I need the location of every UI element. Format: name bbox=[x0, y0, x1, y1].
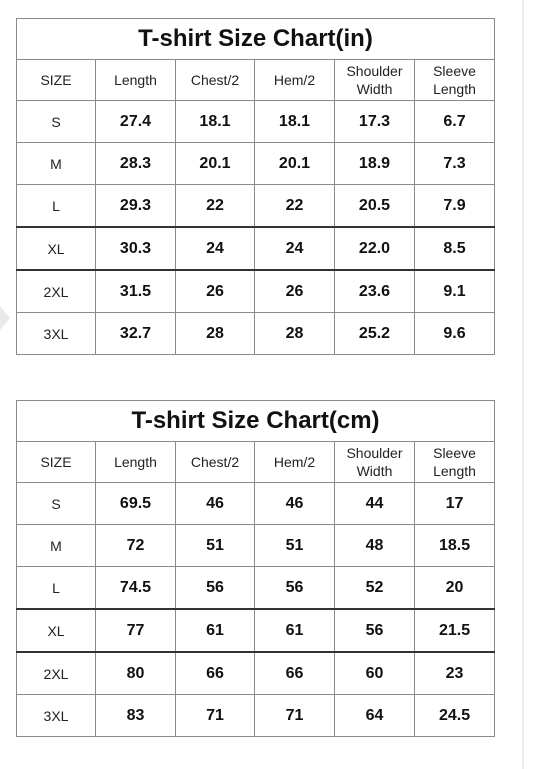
measurement-cell: 21.5 bbox=[415, 609, 495, 652]
measurement-cell: 23 bbox=[415, 652, 495, 695]
table-row bbox=[17, 270, 495, 313]
chart-title: T-shirt Size Chart(in) bbox=[17, 19, 495, 60]
table-row bbox=[17, 227, 495, 270]
measurement-cell: 18.1 bbox=[176, 101, 255, 143]
measurement-cell: 7.3 bbox=[415, 143, 495, 185]
carousel-edge-arrow bbox=[0, 306, 10, 330]
column-header: Sleeve Length bbox=[415, 60, 495, 101]
table-row bbox=[17, 101, 495, 143]
measurement-cell: 24.5 bbox=[415, 695, 495, 737]
size-chart-inches bbox=[16, 18, 495, 355]
measurement-cell: 52 bbox=[335, 567, 415, 610]
table-row bbox=[17, 525, 495, 567]
measurement-cell: 61 bbox=[255, 609, 335, 652]
size-label: XL bbox=[17, 609, 96, 652]
column-header: SIZE bbox=[17, 442, 96, 483]
measurement-cell: 61 bbox=[176, 609, 255, 652]
column-header: Hem/2 bbox=[255, 442, 335, 483]
measurement-cell: 64 bbox=[335, 695, 415, 737]
table-row bbox=[17, 695, 495, 737]
size-label: 3XL bbox=[17, 695, 96, 737]
table-row bbox=[17, 609, 495, 652]
measurement-cell: 28.3 bbox=[96, 143, 176, 185]
measurement-cell: 56 bbox=[255, 567, 335, 610]
table-row bbox=[17, 483, 495, 525]
column-header-row bbox=[17, 442, 495, 483]
measurement-cell: 26 bbox=[176, 270, 255, 313]
measurement-cell: 80 bbox=[96, 652, 176, 695]
measurement-cell: 22 bbox=[176, 185, 255, 228]
column-header: Shoulder Width bbox=[335, 442, 415, 483]
table-row bbox=[17, 313, 495, 355]
measurement-cell: 44 bbox=[335, 483, 415, 525]
measurement-cell: 51 bbox=[176, 525, 255, 567]
size-label: 2XL bbox=[17, 270, 96, 313]
measurement-cell: 23.6 bbox=[335, 270, 415, 313]
column-header: Chest/2 bbox=[176, 60, 255, 101]
measurement-cell: 27.4 bbox=[96, 101, 176, 143]
measurement-cell: 46 bbox=[255, 483, 335, 525]
measurement-cell: 18.5 bbox=[415, 525, 495, 567]
measurement-cell: 18.1 bbox=[255, 101, 335, 143]
chart-title: T-shirt Size Chart(cm) bbox=[17, 401, 495, 442]
measurement-cell: 24 bbox=[255, 227, 335, 270]
measurement-cell: 28 bbox=[176, 313, 255, 355]
measurement-cell: 56 bbox=[176, 567, 255, 610]
measurement-cell: 28 bbox=[255, 313, 335, 355]
measurement-cell: 66 bbox=[255, 652, 335, 695]
measurement-cell: 48 bbox=[335, 525, 415, 567]
measurement-cell: 17 bbox=[415, 483, 495, 525]
table-row bbox=[17, 652, 495, 695]
measurement-cell: 20.1 bbox=[176, 143, 255, 185]
measurement-cell: 9.1 bbox=[415, 270, 495, 313]
column-header-row bbox=[17, 60, 495, 101]
measurement-cell: 46 bbox=[176, 483, 255, 525]
measurement-cell: 69.5 bbox=[96, 483, 176, 525]
column-header: Chest/2 bbox=[176, 442, 255, 483]
size-label: XL bbox=[17, 227, 96, 270]
measurement-cell: 18.9 bbox=[335, 143, 415, 185]
measurement-cell: 22.0 bbox=[335, 227, 415, 270]
measurement-cell: 71 bbox=[176, 695, 255, 737]
size-label: 2XL bbox=[17, 652, 96, 695]
measurement-cell: 31.5 bbox=[96, 270, 176, 313]
measurement-cell: 77 bbox=[96, 609, 176, 652]
size-label: S bbox=[17, 483, 96, 525]
measurement-cell: 8.5 bbox=[415, 227, 495, 270]
measurement-cell: 20.5 bbox=[335, 185, 415, 228]
column-header: Sleeve Length bbox=[415, 442, 495, 483]
measurement-cell: 20.1 bbox=[255, 143, 335, 185]
size-label: S bbox=[17, 101, 96, 143]
measurement-cell: 25.2 bbox=[335, 313, 415, 355]
size-label: 3XL bbox=[17, 313, 96, 355]
column-header: Hem/2 bbox=[255, 60, 335, 101]
size-label: L bbox=[17, 567, 96, 610]
measurement-cell: 17.3 bbox=[335, 101, 415, 143]
page-edge-divider bbox=[522, 0, 524, 769]
column-header: Length bbox=[96, 60, 176, 101]
measurement-cell: 60 bbox=[335, 652, 415, 695]
table-row bbox=[17, 143, 495, 185]
measurement-cell: 30.3 bbox=[96, 227, 176, 270]
column-header: SIZE bbox=[17, 60, 96, 101]
measurement-cell: 6.7 bbox=[415, 101, 495, 143]
table-row bbox=[17, 185, 495, 228]
measurement-cell: 51 bbox=[255, 525, 335, 567]
size-chart-centimeters bbox=[16, 400, 495, 737]
size-label: M bbox=[17, 143, 96, 185]
column-header: Shoulder Width bbox=[335, 60, 415, 101]
measurement-cell: 71 bbox=[255, 695, 335, 737]
size-label: M bbox=[17, 525, 96, 567]
measurement-cell: 72 bbox=[96, 525, 176, 567]
measurement-cell: 24 bbox=[176, 227, 255, 270]
measurement-cell: 29.3 bbox=[96, 185, 176, 228]
measurement-cell: 32.7 bbox=[96, 313, 176, 355]
size-label: L bbox=[17, 185, 96, 228]
table-row bbox=[17, 567, 495, 610]
measurement-cell: 7.9 bbox=[415, 185, 495, 228]
measurement-cell: 22 bbox=[255, 185, 335, 228]
measurement-cell: 9.6 bbox=[415, 313, 495, 355]
column-header: Length bbox=[96, 442, 176, 483]
measurement-cell: 20 bbox=[415, 567, 495, 610]
measurement-cell: 66 bbox=[176, 652, 255, 695]
measurement-cell: 83 bbox=[96, 695, 176, 737]
measurement-cell: 74.5 bbox=[96, 567, 176, 610]
measurement-cell: 26 bbox=[255, 270, 335, 313]
measurement-cell: 56 bbox=[335, 609, 415, 652]
